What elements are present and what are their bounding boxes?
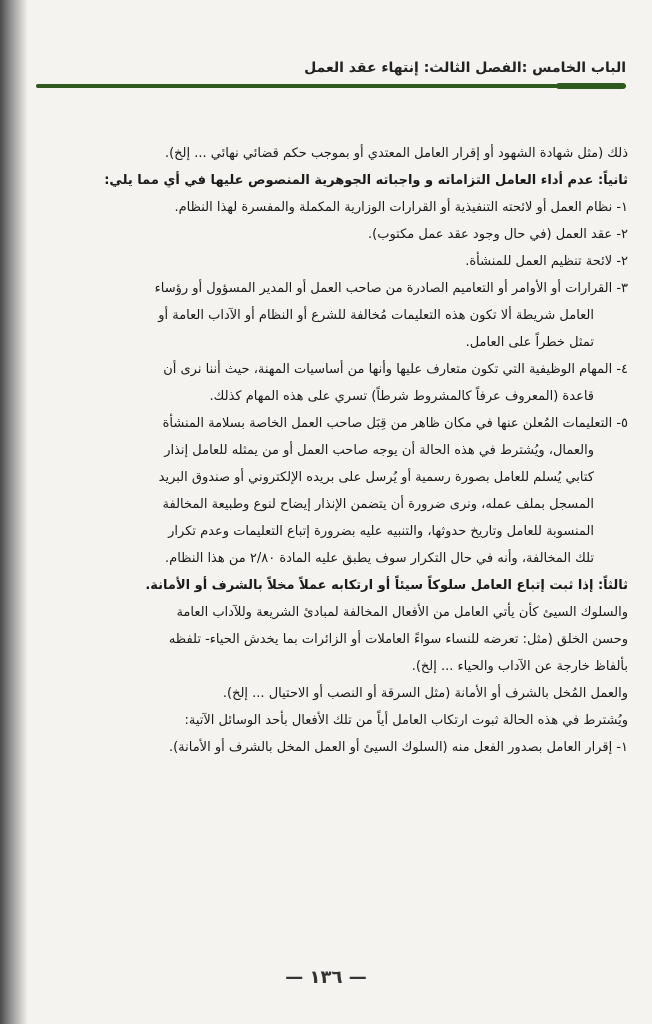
text-line: ويُشترط في هذه الحالة ثبوت ارتكاب العامل أياً من تلك الأفعال بأحد الوسائل الآتية:	[184, 713, 628, 728]
list-item-continuation: المسجل بملف عمله، ونرى ضرورة أن يتضمن الإنذار إيضاح لنوع وطبيعة المخالفة	[162, 497, 594, 512]
list-item-continuation: والعمال، ويُشترط في هذه الحالة أن يوجه صاحب العمل أو من يمثله للعامل إنذار	[164, 443, 594, 458]
list-item: ١- إقرار العامل بصدور الفعل منه (السلوك السيئ أو العمل المخل بالشرف أو الأمانة).	[168, 740, 628, 755]
list-item-continuation: تمثل خطراً على العامل.	[465, 335, 594, 350]
text-line: والسلوك السيئ كأن يأتي العامل من الأفعال المخالفة لمبادئ الشريعة وللآداب العامة	[176, 605, 628, 620]
list-item: ٤- المهام الوظيفية التي تكون متعارف عليها وأنها من أساسيات المهنة، حيث أننا نرى أن	[163, 362, 628, 377]
section-heading: ثالثاً: إذا ثبت إتباع العامل سلوكاً سيئاً أو ارتكابه عملاً مخلاً بالشرف أو الأمانة.	[145, 578, 628, 593]
list-item-continuation: تلك المخالفة، وأنه في حال التكرار سوف يطبق عليه المادة ٢/٨٠ من هذا النظام.	[165, 551, 594, 566]
list-item: ١- نظام العمل أو لائحته التنفيذية أو القرارات الوزارية المكملة والمفسرة لهذا النظام.	[174, 200, 628, 215]
text-line: ذلك (مثل شهادة الشهود أو إقرار العامل المعتدي أو بموجب حكم قضائي نهائي ... إلخ).	[164, 146, 628, 161]
list-item: ٣- القرارات أو الأوامر أو التعاميم الصادرة من صاحب العمل أو المدير المسؤول أو رؤساء	[154, 281, 628, 296]
text-line: وحسن الخلق (مثل: تعرضه للنساء سواءً العاملات أو الزائرات بما يخدش الحياء- تلفظه	[168, 632, 628, 647]
binding-shadow	[0, 0, 28, 1024]
running-header: الباب الخامس :الفصل الثالث: إنتهاء عقد العمل	[304, 60, 626, 76]
list-item-continuation: العامل شريطة ألا تكون هذه التعليمات مُخالفة للشرع أو النظام أو الآداب العامة أو	[158, 308, 594, 323]
page-number: — ١٣٦ —	[285, 967, 367, 988]
header-rule	[36, 84, 626, 88]
list-item: ٢- لائحة تنظيم العمل للمنشأة.	[465, 254, 628, 269]
list-item: ٥- التعليمات المُعلن عنها في مكان ظاهر من قِبَل صاحب العمل الخاصة بسلامة المنشأة	[162, 416, 628, 431]
list-item-continuation: المنسوبة للعامل وتاريخ حدوثها، والتنبيه عليه بضرورة إتباع التعليمات وعدم تكرار	[168, 524, 594, 539]
text-line: بألفاظ خارجة عن الآداب والحياء ... إلخ).	[411, 659, 628, 674]
section-heading: ثانياً: عدم أداء العامل التزاماته و واجباته الجوهرية المنصوص عليها في أي مما يلي:	[104, 173, 628, 188]
body-text	[36, 140, 628, 761]
list-item: ٢- عقد العمل (في حال وجود عقد عمل مكتوب).	[368, 227, 628, 242]
text-line: والعمل المُخل بالشرف أو الأمانة (مثل السرقة أو النصب أو الاحتيال ... إلخ).	[222, 686, 628, 701]
list-item-continuation: قاعدة (المعروف عرفاً كالمشروط شرطاً) تسري على هذه المهام كذلك.	[209, 389, 594, 404]
list-item-continuation: كتابي يُسلم للعامل بصورة رسمية أو يُرسل على بريده الإلكتروني أو صندوق البريد	[158, 470, 594, 485]
